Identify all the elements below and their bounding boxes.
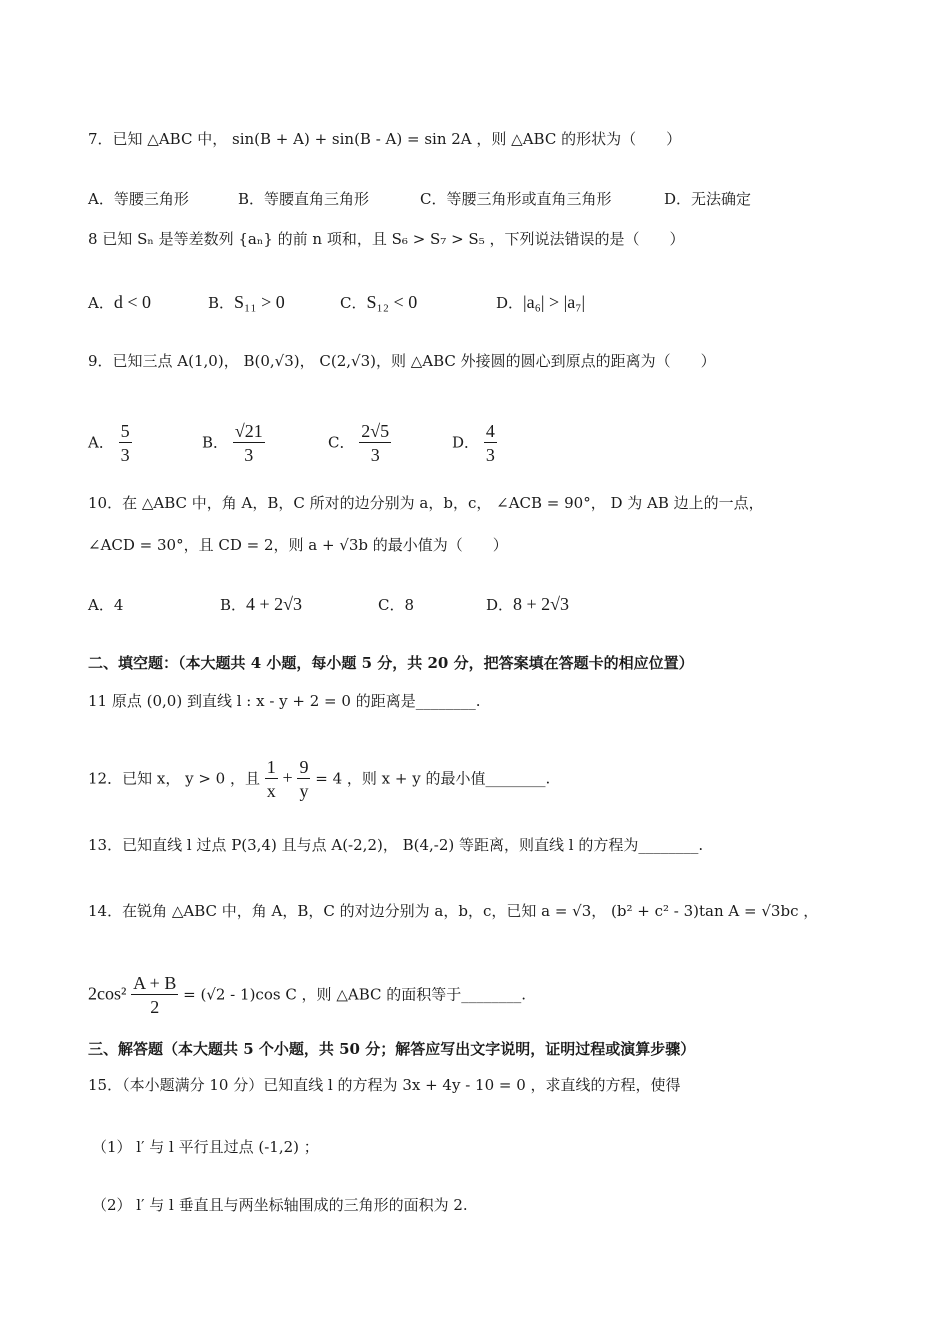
question-14-stem-line-1: 14．在锐角 △ABC 中，角 A，B，C 的对边分别为 a，b，c，已知 a = √3， (b² + c² - 3)tan A = √3bc ， [88, 902, 819, 920]
fraction [484, 420, 497, 467]
option-label: C． [340, 294, 367, 312]
question-10-option-d [486, 594, 569, 615]
section-3-heading: 三、解答题（本大题共 5 个小题，共 50 分；解答应写出文字说明，证明过程或演算步骤） [88, 1040, 696, 1058]
question-9-option-d [452, 420, 497, 467]
question-7-option-a: A．等腰三角形 [88, 190, 189, 208]
numerator: 1 [266, 757, 276, 777]
question-8-option-b [208, 292, 285, 313]
question-9-option-a [88, 420, 132, 467]
question-8-option-c [340, 292, 417, 313]
denominator: 3 [120, 445, 130, 465]
question-10-option-b [220, 594, 302, 615]
option-label: C． [328, 433, 355, 452]
option-label: B． [202, 433, 229, 452]
option-label: D． [452, 433, 480, 452]
option-label: D． [486, 596, 514, 614]
option-label: B． [220, 596, 247, 614]
denominator: 3 [485, 445, 495, 465]
numerator: 2√5 [361, 421, 390, 441]
fraction [297, 756, 310, 803]
question-9-option-c [328, 420, 391, 467]
question-7-option-b: B．等腰直角三角形 [238, 190, 370, 208]
numerator: 4 [485, 421, 495, 441]
denominator: 3 [370, 445, 380, 465]
question-7-option-c: C．等腰三角形或直角三角形 [420, 190, 612, 208]
section-2-heading: 二、填空题：（本大题共 4 小题，每小题 5 分，共 20 分，把答案填在答题卡的相应位置） [88, 654, 694, 672]
question-15-part-1: （1） l′ 与 l 平行且过点 (-1,2) ； [92, 1138, 319, 1156]
question-8-stem: 8 已知 Sₙ 是等差数列 {aₙ} 的前 n 项和，且 S₆ > S₇ > S₅ ，下列说法错误的是（ ） [88, 230, 685, 248]
denominator: 2 [150, 997, 160, 1017]
option-label: B． [208, 294, 235, 312]
question-12 [88, 756, 550, 803]
question-15-part-2: （2） l′ 与 l 垂直且与两坐标轴围成的三角形的面积为 2. [92, 1196, 468, 1214]
question-8-option-a [88, 292, 151, 313]
numerator: 5 [120, 421, 130, 441]
numerator: A + B [133, 973, 177, 993]
denominator: 3 [244, 445, 254, 465]
denominator: x [266, 781, 276, 801]
question-15-stem: 15．（本小题满分 10 分）已知直线 l 的方程为 3x + 4y - 10 = 0 ，求直线的方程，使得 [88, 1076, 681, 1094]
question-8-option-d [496, 292, 585, 313]
option-value: S₁₂ < 0 [366, 292, 418, 312]
option-value: 4 + 2√3 [246, 594, 303, 614]
question-14-pre: 2cos² [88, 983, 127, 1004]
question-7-stem: 7．已知 △ABC 中， sin(B + A) + sin(B - A) = sin 2A ，则 △ABC 的形状为（ ） [88, 130, 682, 148]
numerator: 9 [299, 757, 309, 777]
question-14-stem-line-2 [88, 972, 526, 1019]
option-value: d < 0 [113, 292, 151, 312]
option-label: A． [88, 433, 114, 452]
question-10-option-c: C．8 [378, 596, 415, 614]
question-13: 13．已知直线 l 过点 P(3,4) 且与点 A(-2,2)， B(4,-2) 等距离，则直线 l 的方程为________. [88, 836, 704, 854]
fraction [131, 972, 178, 1019]
fraction [359, 420, 391, 467]
question-10-stem-line-1: 10．在 △ABC 中，角 A，B，C 所对的边分别为 a，b，c， ∠ACB = 90°， D 为 AB 边上的一点， [88, 494, 764, 512]
fraction [265, 756, 278, 803]
option-value: S₁₁ > 0 [234, 292, 285, 312]
option-label: D． [496, 294, 524, 312]
question-9-option-b [202, 420, 265, 467]
question-9-stem: 9．已知三点 A(1,0)， B(0,√3)， C(2,√3)，则 △ABC 外接圆的圆心到原点的距离为（ ） [88, 352, 716, 370]
question-14-post: = (√2 - 1)cos C ，则 △ABC 的面积等于________. [183, 985, 527, 1004]
numerator: √21 [234, 421, 263, 441]
question-7-option-d: D．无法确定 [664, 190, 752, 208]
option-value: 8 + 2√3 [513, 594, 570, 614]
question-11: 11 原点 (0,0) 到直线 l : x - y + 2 = 0 的距离是________. [88, 692, 481, 710]
fraction [233, 420, 265, 467]
option-label: A． [88, 294, 114, 312]
fraction [119, 420, 132, 467]
plus-sign: + [282, 767, 293, 788]
denominator: y [299, 781, 309, 801]
question-12-pre: 12．已知 x， y > 0 ，且 [88, 769, 260, 788]
question-12-post: = 4 ，则 x + y 的最小值________. [315, 769, 551, 788]
option-value: |a₆| > |a₇| [523, 292, 586, 312]
question-10-option-a: A．4 [88, 596, 124, 614]
question-10-stem-line-2: ∠ACD = 30°，且 CD = 2，则 a + √3b 的最小值为（ ） [88, 536, 508, 554]
